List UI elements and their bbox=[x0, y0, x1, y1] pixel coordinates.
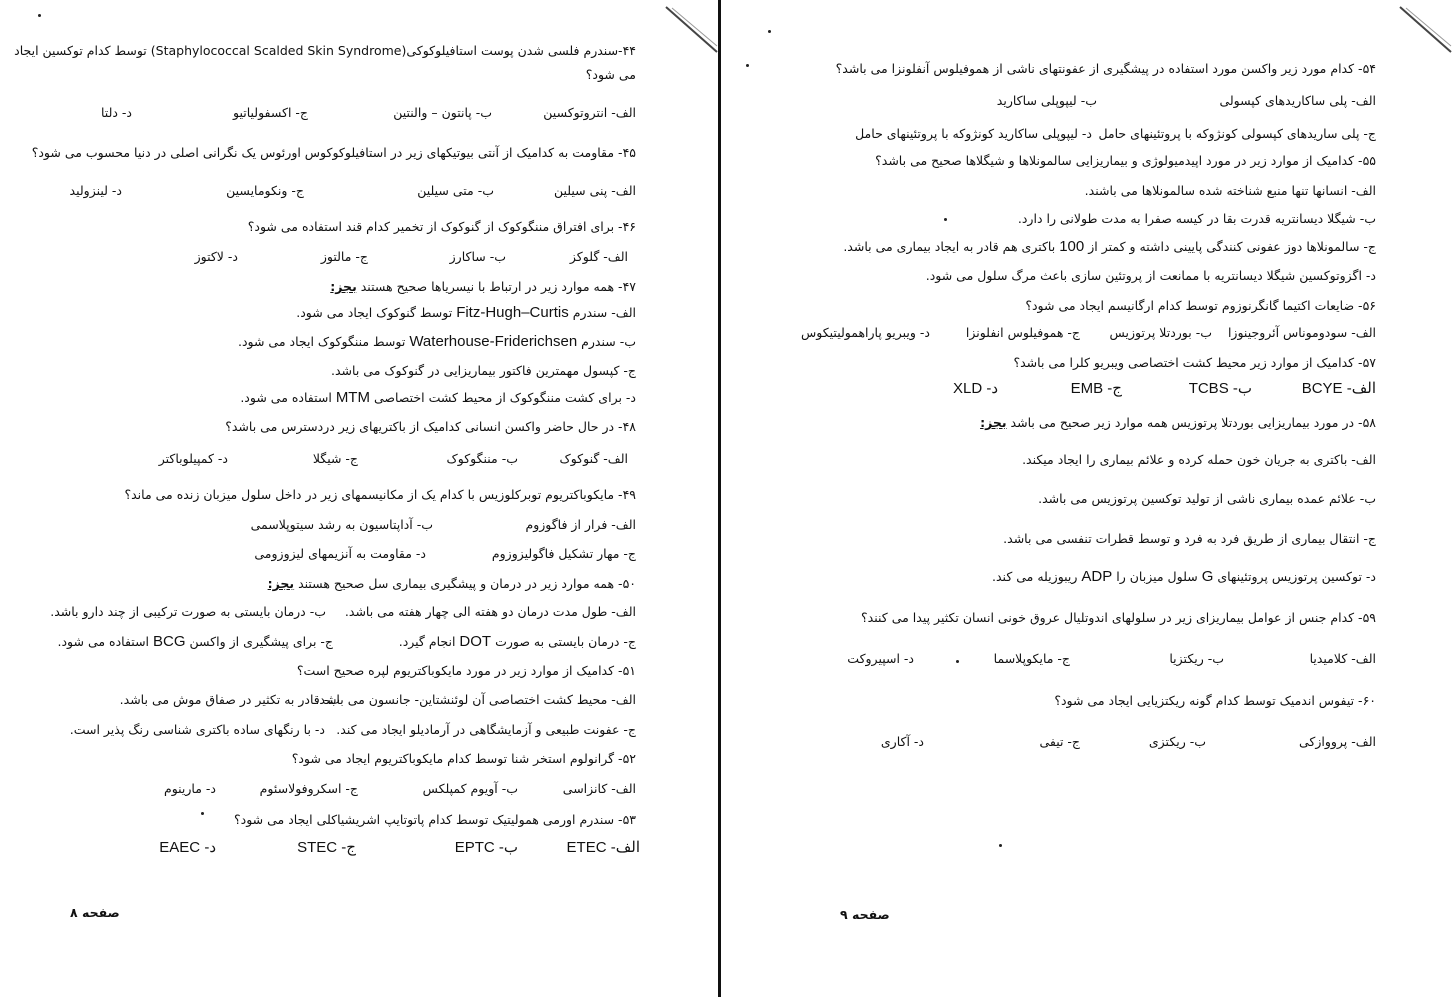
q48-option-a[interactable]: الف- گنوکوک bbox=[559, 451, 628, 466]
q54-option-b[interactable]: ب- لیپوپلی ساکارید bbox=[996, 93, 1097, 108]
scan-speck bbox=[768, 30, 771, 33]
q44-option-a[interactable]: الف- انتروتوکسین bbox=[543, 105, 636, 120]
page-9 bbox=[722, 0, 1452, 997]
q46-option-a[interactable]: الف- گلوکز bbox=[569, 249, 628, 264]
q45-option-d[interactable]: د- لینزولید bbox=[69, 183, 122, 198]
q53-text: ۵۳- سندرم اورمی همولیتیک توسط کدام پاتوتایپ اشریشیاکلی ایجاد می شود؟ bbox=[234, 812, 636, 827]
q47-except: بجز: bbox=[330, 279, 357, 294]
q56-text: ۵۶- ضایعات اکتیما گانگرنوزوم توسط کدام ارگانیسم ایجاد می شود؟ bbox=[1025, 298, 1376, 313]
q51-text: ۵۱- کدامیک از موارد زیر در مورد مایکوباکتریوم لپره صحیح است؟ bbox=[296, 663, 636, 678]
q58-option-a[interactable]: الف- باکتری به جریان خون حمله کرده و علائم بیماری را ایجاد میکند. bbox=[1022, 452, 1376, 467]
q50-except: بجز: bbox=[267, 576, 295, 591]
q59-text: ۵۹- کدام جنس از عوامل بیماریزای زیر در سلولهای اندوتلیال عروق خونی انسان تکثیر پیدا می کنند؟ bbox=[861, 610, 1376, 625]
q48-text: ۴۸- در حال حاضر واکسن انسانی کدامیک از باکتریهای زیر دردسترس می باشد؟ bbox=[225, 419, 636, 434]
q52-option-b[interactable]: ب- آویوم کمپلکس bbox=[422, 781, 518, 796]
q58-option-c[interactable]: ج- انتقال بیماری از طریق فرد به فرد و توسط قطرات تنفسی می باشد. bbox=[1003, 531, 1376, 546]
scan-speck bbox=[944, 218, 947, 221]
q50-text: ۵۰- همه موارد زیر در درمان و پیشگیری بیماری سل صحیح هستند بجز: bbox=[267, 576, 636, 591]
q49-text: ۴۹- مایکوباکتریوم توبرکلوزیس با کدام یک از مکانیسمهای زیر در داخل سلول میزبان زنده می ماند؟ bbox=[124, 487, 636, 502]
q55-option-d[interactable]: د- اگزوتوکسین شیگلا دیسانتریه با ممانعت از پروتئین سازی باعث مرگ سلول می شود. bbox=[925, 268, 1376, 283]
q56-option-d[interactable]: د- ویبریو پاراهمولیتیکوس bbox=[801, 325, 930, 340]
q59-option-b[interactable]: ب- ریکتزیا bbox=[1169, 651, 1224, 666]
q59-option-d[interactable]: د- اسپیروکت bbox=[847, 651, 914, 666]
q45-option-a[interactable]: الف- پنی سیلین bbox=[553, 183, 636, 198]
q53-option-b[interactable]: ب- EPTC bbox=[454, 839, 518, 856]
q46-option-b[interactable]: ب- ساکارز bbox=[449, 249, 506, 264]
q53-option-d[interactable]: د- EAEC bbox=[159, 839, 216, 856]
q57-option-b[interactable]: ب- TCBS bbox=[1188, 380, 1252, 397]
q57-text: ۵۷- کدامیک از موارد زیر محیط کشت اختصاصی ویبریو کلرا می باشد؟ bbox=[1013, 355, 1376, 370]
q54-option-d[interactable]: د- لیپوپلی ساکارید کونژوکه با پروتئینهای حامل bbox=[855, 126, 1092, 141]
q47-text: ۴۷- همه موارد زیر در ارتباط با نیسریاها صحیح هستند بجز: bbox=[330, 279, 636, 294]
q54-text: ۵۴- کدام مورد زیر واکسن مورد استفاده در پیشگیری از عفونتهای ناشی از هموفیلوس آنفلونزا می باشد؟ bbox=[835, 61, 1376, 76]
q50-option-d[interactable]: ج- برای پیشگیری از واکسن BCG استفاده می شود. bbox=[57, 633, 333, 650]
page-corner-fold bbox=[1396, 6, 1452, 56]
q53-option-c[interactable]: ج- STEC bbox=[297, 839, 356, 856]
q52-option-c[interactable]: ج- اسکروفولاسئوم bbox=[259, 781, 358, 796]
q51-option-c[interactable]: ج- عفونت طبیعی و آزمایشگاهی در آرمادیلو ایجاد می کند. bbox=[336, 722, 636, 737]
q45-text: ۴۵- مقاومت به کدامیک از آنتی بیوتیکهای زیر در استافیلوکوکوس اورئوس یک نگرانی اصلی در دنیا محسوب می شود؟ bbox=[31, 145, 636, 160]
q46-option-c[interactable]: ج- مالتوز bbox=[320, 249, 368, 264]
q47-option-a[interactable]: الف- سندرم Fitz-Hugh–Curtis توسط گنوکوک ایجاد می شود. bbox=[296, 304, 636, 321]
q52-text: ۵۲- گرانولوم استخر شنا توسط کدام مایکوباکتریوم ایجاد می شود؟ bbox=[291, 751, 636, 766]
q46-option-d[interactable]: د- لاکتوز bbox=[194, 249, 238, 264]
q60-option-c[interactable]: ج- تیفی bbox=[1039, 734, 1080, 749]
scan-speck bbox=[999, 844, 1002, 847]
scan-speck bbox=[38, 14, 41, 17]
page-8 bbox=[0, 0, 718, 997]
q49-option-d[interactable]: د- مقاومت به آنزیمهای لیزوزومی bbox=[254, 546, 426, 561]
q47-option-b[interactable]: ب- سندرم Waterhouse-Friderichsen توسط مننگوکوک ایجاد می شود. bbox=[237, 333, 636, 350]
q44-option-c[interactable]: ج- اکسفولیاتیو bbox=[232, 105, 308, 120]
q51-option-a[interactable]: الف- محیط کشت اختصاصی آن لوئنشتاین- جانسون می باشد. bbox=[315, 692, 636, 707]
q49-option-b[interactable]: ب- آداپتاسیون به رشد سیتوپلاسمی bbox=[250, 517, 433, 532]
q46-text: ۴۶- برای افتراق مننگوکوک از گنوکوک از تخمیر کدام قند استفاده می شود؟ bbox=[247, 219, 636, 234]
q48-option-c[interactable]: ج- شیگلا bbox=[312, 451, 358, 466]
q54-option-c[interactable]: ج- پلی ساریدهای کپسولی کونژوکه با پروتئینهای حامل bbox=[1098, 126, 1376, 141]
q60-option-a[interactable]: الف- پرووازکی bbox=[1298, 734, 1376, 749]
q56-option-c[interactable]: ج- هموفیلوس انفلونزا bbox=[965, 325, 1080, 340]
q44-text: ۴۴-سندرم فلسی شدن پوست استافیلوکوکی(Staphylococcal Scalded Skin Syndrome) توسط کدام توکسین ایجاد bbox=[14, 43, 636, 58]
q58-option-b[interactable]: ب- علائم عمده بیماری ناشی از تولید توکسین پرتوزیس می باشد. bbox=[1038, 491, 1376, 506]
page-divider bbox=[718, 0, 721, 997]
q59-option-c[interactable]: ج- مایکوپلاسما bbox=[993, 651, 1070, 666]
q57-option-c[interactable]: ج- EMB bbox=[1070, 380, 1122, 397]
q55-option-c[interactable]: ج- سالمونلاها دوز عفونی کنندگی پایینی داشته و کمتر از 100 باکتری هم قادر به ایجاد بیماری می باشد. bbox=[843, 238, 1376, 255]
q50-option-b[interactable]: ب- درمان بایستی به صورت ترکیبی از چند دارو باشد. bbox=[50, 604, 326, 619]
q60-text: ۶۰- تیفوس اندمیک توسط کدام گونه ریکتزیایی ایجاد می شود؟ bbox=[1054, 693, 1376, 708]
q52-option-a[interactable]: الف- کانزاسی bbox=[562, 781, 636, 796]
q56-option-a[interactable]: الف- سودوموناس آئروجینوزا bbox=[1227, 325, 1376, 340]
q45-option-b[interactable]: ب- متی سیلین bbox=[417, 183, 494, 198]
q55-option-a[interactable]: الف- انسانها تنها منبع شناخته شده سالمونلاها می باشند. bbox=[1084, 183, 1376, 198]
q58-text: ۵۸- در مورد بیماریزایی بوردتلا پرتوزیس همه موارد زیر صحیح می باشد بجز: bbox=[980, 415, 1376, 430]
q49-option-a[interactable]: الف- فرار از فاگوزوم bbox=[525, 517, 636, 532]
q47-option-c[interactable]: ج- کپسول مهمترین فاکتور بیماریزایی در گنوکوک می باشد. bbox=[331, 363, 636, 378]
q47-option-d[interactable]: د- برای کشت مننگوکوک از محیط کشت اختصاصی MTM استفاده می شود. bbox=[240, 389, 636, 406]
q49-option-c[interactable]: ج- مهار تشکیل فاگولیزوزوم bbox=[491, 546, 636, 561]
q44-option-b[interactable]: ب- پانتون – والنتین bbox=[393, 105, 492, 120]
q55-text: ۵۵- کدامیک از موارد زیر در مورد اپیدمیولوژی و بیماریزایی سالمونلاها و شیگلاها صحیح می باشد؟ bbox=[875, 153, 1376, 168]
q57-option-a[interactable]: الف- BCYE bbox=[1301, 380, 1376, 397]
q44-text-cont: می شود؟ bbox=[585, 67, 636, 82]
q51-option-b[interactable]: ب- قادر به تکثیر در صفاق موش می باشد. bbox=[119, 692, 340, 707]
q48-option-b[interactable]: ب- مننگوکوک bbox=[446, 451, 518, 466]
q48-option-d[interactable]: د- کمپیلوباکتر bbox=[158, 451, 228, 466]
scan-speck bbox=[746, 64, 749, 67]
q50-option-c[interactable]: ج- درمان بایستی به صورت DOT انجام گیرد. bbox=[398, 633, 636, 650]
page-corner-fold bbox=[662, 6, 718, 56]
scan-speck bbox=[201, 812, 204, 815]
q58-option-d[interactable]: د- توکسین پرتوزیس پروتئینهای G سلول میزبان را ADP ریبوزیله می کند. bbox=[992, 568, 1376, 585]
page-number: صفحه ۹ bbox=[840, 907, 890, 922]
q56-option-b[interactable]: ب- بوردتلا پرتوزیس bbox=[1109, 325, 1212, 340]
q58-except: بجز: bbox=[980, 415, 1007, 430]
q53-option-a[interactable]: الف- ETEC bbox=[566, 839, 640, 856]
q45-option-c[interactable]: ج- ونکومایسین bbox=[226, 183, 304, 198]
q52-option-d[interactable]: د- مارینوم bbox=[163, 781, 216, 796]
q50-option-a[interactable]: الف- طول مدت درمان دو هفته الی چهار هفته می باشد. bbox=[344, 604, 636, 619]
q44-option-d[interactable]: د- دلتا bbox=[100, 105, 132, 120]
scan-speck bbox=[956, 660, 959, 663]
q54-option-a[interactable]: الف- پلی ساکاریدهای کپسولی bbox=[1219, 93, 1376, 108]
q57-option-d[interactable]: د- XLD bbox=[952, 380, 998, 397]
q51-option-d[interactable]: د- با رنگهای ساده باکتری شناسی رنگ پذیر است. bbox=[69, 722, 325, 737]
q60-option-d[interactable]: د- آکاری bbox=[880, 734, 924, 749]
q59-option-a[interactable]: الف- کلامیدیا bbox=[1309, 651, 1376, 666]
q60-option-b[interactable]: ب- ریکتزی bbox=[1148, 734, 1206, 749]
page-number: صفحه ۸ bbox=[70, 905, 120, 920]
q55-option-b[interactable]: ب- شیگلا دیسانتریه قدرت بقا در کیسه صفرا به مدت طولانی را دارد. bbox=[1017, 211, 1376, 226]
